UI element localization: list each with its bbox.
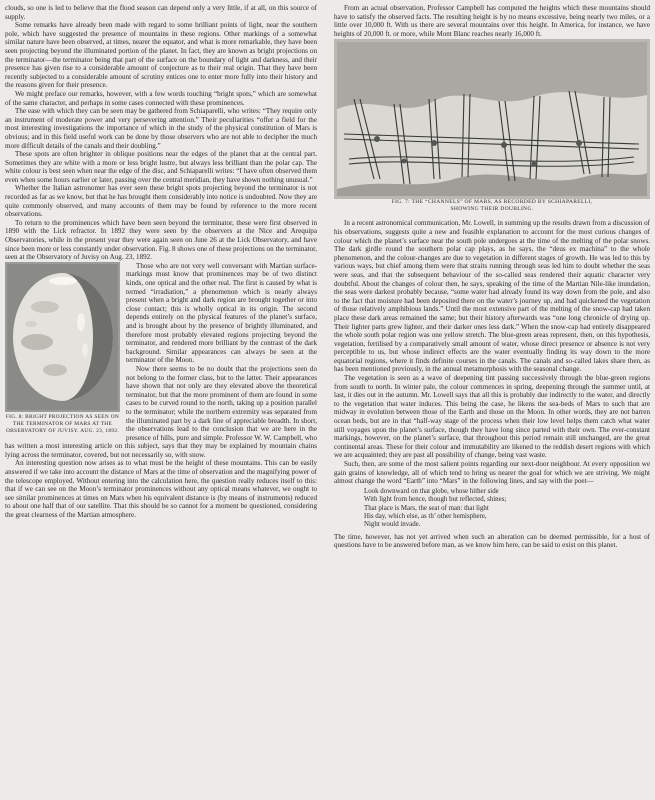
paragraph-prominences-2: Those who are not very well conversant with Martian surface-markings must know that prominences may be of two distinct kinds, one optical and the other real. The first is caused by what is termed “irradiation,” a phenomenon which is nearly always present when a bright and dark region are brought together or into close contact; this is wholly optical in its origin. The second depends entirely on the physical features of the planet’s surface, and is brought about by the presence of brightly illuminated, and therefore most probably elevated regions projecting beyond the terminator, and rendered more brilliant by the contrast of the dark background. Similar appearances can always be seen at the terminator of the Moon. bbox=[126, 261, 317, 365]
left-column bbox=[5, 4, 317, 520]
paragraph-prominences-1: To return to the prominences which have been seen beyond the terminator, these were first observed in 1890 with the Lick refractor. In 1892 they were seen by the observers at the Nice and Arequipa Observatories, while in the present year they were again seen on June 26 at the Lick Observatory, and have since been more or less constantly under observation. Fig. 8 shows one of these projections on the terminator, seen at the Observatory of Juvisy on Aug. 23, 1892. bbox=[5, 218, 317, 262]
figure-7-caption-line-1: FIG. 7: THE “CHANNELS” OF MARS, AS RECORDED BY SCHIAPARELLI, bbox=[391, 199, 593, 206]
poem-line: His day, which else, as th’ other hemisphere, bbox=[364, 513, 487, 520]
mars-channels-illustration bbox=[334, 39, 650, 199]
figure-8 bbox=[5, 262, 120, 435]
paragraph-lowell: In a recent astronomical communication, Mr. Lowell, in summing up the results drawn from a discussion of his observations, suggests quite a new and feasible explanation to account for the most curious changes of colour which the planet’s surface near the south pole undergoes at the time of the melting of the polar snows. The dark girdle round the southern polar cap plays, as he says, the “deus ex machina” to the whole phenomenon, and the colour-changes are due to vegetation in different stages of growth. He was led to this by various ways, but chief among them were that straits running through seas led him to doubt whether the seas were seas, and that the subsequent behaviour of the so-called seas rendered their aquatic character very doubtful. About the changes of colour then, he says, speaking of the time of the Martian Nile-like inundation, the seas were darkest probably because, “some water had already found its way down from the pole, and also to the fact that moisture had been deposited there on the water’s journey up, and had quickened the vegetation of those relatively amphibious lands.” Until the most extensive part of the melting of the snow-cap had taken place these dark areas remained the same; but their history afterwards was “one long chronicle of drying up. Their lighter parts grew lighter, and their darker ones less dark.” When the snow-cap had entirely disappeared the whole south polar region was one yellow stretch. The blue-green areas represent, then, on this hypothesis, vegetation, fertilised by a comparatively small amount of water, whose direct presence or absence is not very perceptible to us, but whose indirect effects are the water eventually finding its way down to the more equatorial regions, where it finds definite courses in the canals. The canals and so-called lakes share then, as has been mentioned previously, in the annual metamorphosis with the seasonal change. bbox=[334, 219, 650, 374]
paragraph-height: An interesting question now arises as to what must be the height of these mountains. This can be easily answered if we take into account the distance of Mars at the time of observation and the magnifying power of the telescope employed. Without entering into the calculation here, the question really reduces itself to this: that if we can see on the Moon’s terminator prominences without any optical means whatever, we ought to see similar prominences at times on Mars when his equivalent distance is (by means of instruments) reduced to about one half that of our satellite. That this should be so cannot for a moment be questioned, considering the great clearness of the Martian atmosphere. bbox=[5, 459, 317, 520]
right-column bbox=[334, 4, 650, 550]
figure-7 bbox=[334, 39, 650, 217]
poem-line: With light from hence, though but reflected, shines; bbox=[364, 496, 507, 504]
paragraph-schiaparelli: The ease with which they can be seen may be gathered from Schiaparelli, who writes: “They require only an instrument of moderate power and very persevering attention.” Their peculiarities “offer a field for the most interesting investigations the importance of which in the study of the physical constitution of Mars is obvious; and in this field useful work can be done by those observers who are not able to decipher the much more difficult details of the canals and their doubling.” bbox=[5, 107, 317, 150]
paragraph-intro: clouds, so one is led to believe that the flood season can depend only a very little, if at all, on this source of supply. bbox=[5, 4, 317, 21]
paragraph-remarks: Some remarks have already been made with regard to some brilliant points of light, near the southern pole, which have suggested the presence of mountains in these regions. Other markings of a somewhat similar nature have been observed, at times, nearer the equator, and what is more remarkable, they have been seen projecting beyond the illuminated portion of the planet. In fact, they are known as bright projections on the terminator—the terminator being that part of the surface on the boundary of light and darkness, and their presence has given rise to a considerable amount of conjecture as to their real origin. That they have been recently subjected to a considerable amount of scrutiny entices one to enter more fully into their history and the reasons given for their presence. bbox=[5, 21, 317, 90]
paragraph-campbell: From an actual observation, Professor Campbell has computed the heights which these mountains should have to satisfy the observed facts. The resulting height is by no means excessive, being nearly two miles, or a little over 10,000 ft. With us there are several mountains over this height. In America, for instance, we have heights of 20,000 ft. or more, while Mont Blanc reaches nearly 16,000 ft. bbox=[334, 4, 650, 38]
paragraph-no-doubt: Now there seems to be no doubt that the projections seen do not belong to the former class, but to the latter. Their appearances have shown that not only are they elevated above the theoretical terminator, but that the more prominent of them are found in some cases to be curved round to the north, taking up a position parallel to the terminator; while the northern extremity was separated from the illuminated part by a dark line of appreciable breadth. In short, the observations lead to the conclusion that we are here in the presence of hills, pure and simple. Professor W. W. Campbell, who has written a most interesting article on this subject, says that they may be explained by mountain chains lying across the terminator, covered, but not necessarily so, with snow. bbox=[5, 364, 317, 459]
paragraph-such: Such, then, are some of the most salient points regarding our next-door neighbour. At every opposition we gain grains of knowledge, all of which tend to bring us nearer the goal for which we are striving. We might almost change the word “Earth” into “Mars” in the following lines, and say with the poet— bbox=[334, 460, 650, 486]
poem-line: That place is Mars, the seat of man: that light bbox=[364, 504, 489, 512]
figure-7-caption-line-2: SHOWING THEIR DOUBLING. bbox=[450, 206, 534, 213]
paragraph-closing: The time, however, has not yet arrived when such an alteration can be deemed permissible, for a host of questions have to be answered before man, as we know him here, can be said to exist on this planet. bbox=[334, 532, 650, 550]
poem-line: Look downward on that globe, whose hither side bbox=[364, 487, 499, 495]
paragraph-oblique: These spots are often brighter in oblique positions near the edges of the planet that at the central part. Sometimes they are white with a more or less bright lustre, but always less brilliant than the polar cap. The white colour is best seen when near the edge of the disc, and Schiaparelli writes: “I have often observed them even when some hours earlier or later, passing over the central meridian, they have shown nothing unusual.” bbox=[5, 150, 317, 184]
poem-quote bbox=[364, 488, 650, 530]
paragraph-vegetation: The vegetation is seen as a wave of deepening tint passing successively through the blue-green regions from south to north. In winter pale, the colour commences in spring, deepening through the summer until, at last, it dies out in the autumn. Mr. Lowell says that all this is probably due indirectly to the water, and directly to the vegetation that water induces. This being the case, he likens the sea-beds of Mars to such that are midway in evolution between those of the Earth and those on the Moon. In other words, they are not barren ocean beds, but are in that “half-way stage of the process when their low level helps them catch what water still voyages upon the planet’s surface, though they have long since parted with their own. The ever-constant markings, however, on the planet’s surface, that throughout this period remain still unchanged, are the great continental areas. These for their colour and immutability are likened to the reddish desert regions with which we are acquainted; they are past all possibility of change, being vast waste. bbox=[334, 374, 650, 460]
poem-line: Night would invade. bbox=[364, 521, 421, 529]
paragraph-bright-spots: We might preface our remarks, however, with a few words touching “bright spots,” which are somewhat of the same character, and perhaps in some cases connected with these prominences. bbox=[5, 89, 317, 107]
mars-terminator-illustration bbox=[5, 262, 120, 412]
paragraph-italian: Whether the Italian astronomer has ever seen these bright spots projecting beyond the terminator is not recorded as far as we know, but that he has brought them considerably into notice is undoubted. Now they are quite commonly observed, and many accounts of them may be found by reference to the more recent observations. bbox=[5, 184, 317, 219]
figure-8-caption: FIG. 8: BRIGHT PROJECTION AS SEEN ON THE TERMINATOR OF MARS AT THE OBSERVATORY OF JUVISY. AUG. 23, 1892. bbox=[5, 414, 120, 434]
